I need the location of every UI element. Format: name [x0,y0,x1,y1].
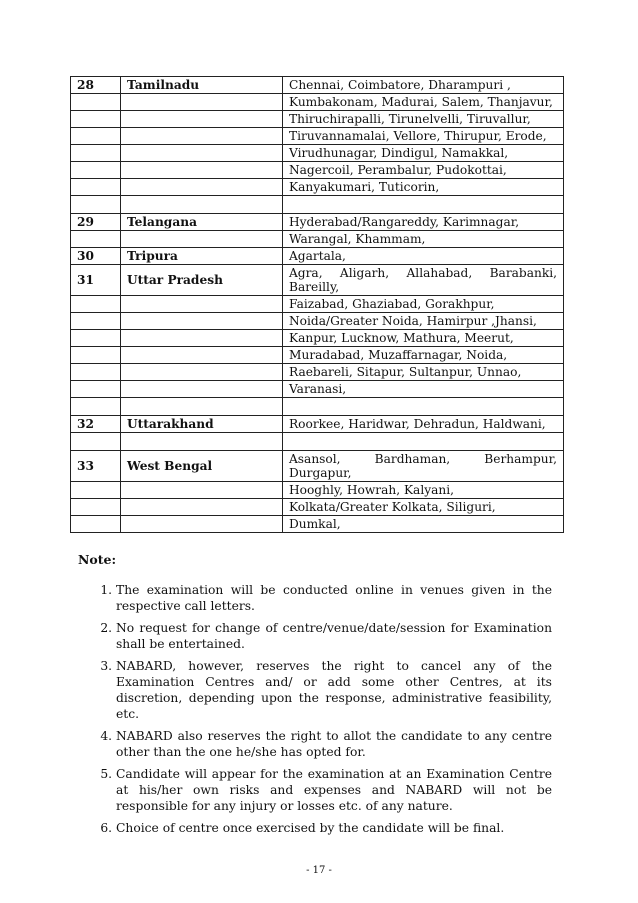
state-number-cell [71,381,121,398]
table-row [71,94,564,111]
centre-cities-cell: Kanpur, Lucknow, Mathura, Meerut, [283,330,564,347]
centre-cities-cell: Kumbakonam, Madurai, Salem, Thanjavur, [283,94,564,111]
state-number-cell: 29 [71,214,121,231]
centre-cities-cell: Noida/Greater Noida, Hamirpur ,Jhansi, [283,313,564,330]
centre-cities-cell: Chennai, Coimbatore, Dharampuri , [283,77,564,94]
state-name-cell [121,398,283,416]
state-name-cell [121,364,283,381]
exam-centres-table [70,76,564,533]
state-number-cell [71,482,121,499]
table-row [71,179,564,196]
state-name-cell [121,179,283,196]
state-number-cell [71,128,121,145]
note-item: 1. The examination will be conducted online in venues given in the respective call letters. [116,582,552,614]
state-name-cell: Tripura [121,248,283,265]
state-name-cell [121,330,283,347]
state-name-cell [121,162,283,179]
state-number-cell: 31 [71,265,121,296]
note-heading: Note: [78,552,117,567]
state-name-cell [121,516,283,533]
table-row [71,482,564,499]
table-row [71,381,564,398]
exam-centres-table-body [71,77,564,533]
note-item: 3. NABARD, however, reserves the right to cancel any of the Examination Centres and/ or add some other Centres, at its discretion, depending upon the response, administrative feasibility, etc. [116,658,552,722]
table-row-empty [71,196,564,214]
state-number-cell [71,231,121,248]
state-number-cell [71,398,121,416]
state-number-cell [71,111,121,128]
state-number-cell [71,499,121,516]
centre-cities-cell: Warangal, Khammam, [283,231,564,248]
centre-cities-cell: Nagercoil, Perambalur, Pudokottai, [283,162,564,179]
state-name-cell [121,433,283,451]
state-number-cell [71,433,121,451]
centre-cities-cell: Thiruchirapalli, Tirunelvelli, Tiruvallur, [283,111,564,128]
state-number-cell [71,313,121,330]
state-name-cell: Uttarakhand [121,416,283,433]
table-row [71,128,564,145]
state-name-cell [121,231,283,248]
centre-cities-cell: Muradabad, Muzaffarnagar, Noida, [283,347,564,364]
table-row [71,162,564,179]
centre-cities-cell [283,433,564,451]
table-row [71,451,564,482]
centre-cities-cell: Roorkee, Haridwar, Dehradun, Haldwani, [283,416,564,433]
note-item: 2. No request for change of centre/venue/date/session for Examination shall be entertained. [116,620,552,652]
centre-cities-cell: Agra, Aligarh, Allahabad, Barabanki, Bareilly, [283,265,564,296]
state-number-cell: 32 [71,416,121,433]
table-row [71,248,564,265]
table-row [71,364,564,381]
state-number-cell: 30 [71,248,121,265]
state-name-cell [121,296,283,313]
state-name-cell [121,196,283,214]
centre-cities-cell: Kanyakumari, Tuticorin, [283,179,564,196]
state-number-cell [71,330,121,347]
state-number-cell [71,516,121,533]
state-number-cell [71,162,121,179]
note-item: 4. NABARD also reserves the right to allot the candidate to any centre other than the one he/she has opted for. [116,728,552,760]
state-number-cell [71,145,121,162]
state-name-cell: Uttar Pradesh [121,265,283,296]
state-number-cell [71,94,121,111]
table-row [71,265,564,296]
centre-cities-cell: Agartala, [283,248,564,265]
table-row [71,516,564,533]
table-row-empty [71,398,564,416]
centre-cities-cell: Raebareli, Sitapur, Sultanpur, Unnao, [283,364,564,381]
state-name-cell: Telangana [121,214,283,231]
table-row [71,330,564,347]
table-row [71,77,564,94]
state-number-cell [71,347,121,364]
centre-cities-cell: Hooghly, Howrah, Kalyani, [283,482,564,499]
table-row [71,231,564,248]
centre-cities-cell: Dumkal, [283,516,564,533]
state-number-cell [71,179,121,196]
table-row-empty [71,433,564,451]
centre-cities-cell: Varanasi, [283,381,564,398]
table-row [71,111,564,128]
note-item: 6. Choice of centre once exercised by the candidate will be final. [116,820,552,836]
state-number-cell [71,196,121,214]
notes-list [76,582,552,842]
centre-cities-cell: Virudhunagar, Dindigul, Namakkal, [283,145,564,162]
state-name-cell [121,313,283,330]
state-number-cell [71,364,121,381]
centre-cities-cell: Tiruvannamalai, Vellore, Thirupur, Erode, [283,128,564,145]
state-name-cell [121,111,283,128]
table-row [71,145,564,162]
centre-cities-cell [283,196,564,214]
state-name-cell [121,94,283,111]
state-number-cell: 33 [71,451,121,482]
centre-cities-cell: Faizabad, Ghaziabad, Gorakhpur, [283,296,564,313]
note-item: 5. Candidate will appear for the examination at an Examination Centre at his/her own risks and expenses and NABARD will not be responsible for any injury or losses etc. of any nature. [116,766,552,814]
centre-cities-cell: Hyderabad/Rangareddy, Karimnagar, [283,214,564,231]
state-number-cell: 28 [71,77,121,94]
state-name-cell: West Bengal [121,451,283,482]
table-row [71,313,564,330]
page-number: - 17 - [306,865,332,876]
table-row [71,416,564,433]
state-name-cell [121,482,283,499]
state-name-cell [121,145,283,162]
state-name-cell [121,499,283,516]
table-row [71,499,564,516]
centre-cities-cell: Asansol, Bardhaman, Berhampur, Durgapur, [283,451,564,482]
centre-cities-cell [283,398,564,416]
table-row [71,347,564,364]
centre-cities-cell: Kolkata/Greater Kolkata, Siliguri, [283,499,564,516]
table-row [71,296,564,313]
table-row [71,214,564,231]
state-name-cell [121,128,283,145]
state-name-cell: Tamilnadu [121,77,283,94]
state-number-cell [71,296,121,313]
state-name-cell [121,347,283,364]
state-name-cell [121,381,283,398]
